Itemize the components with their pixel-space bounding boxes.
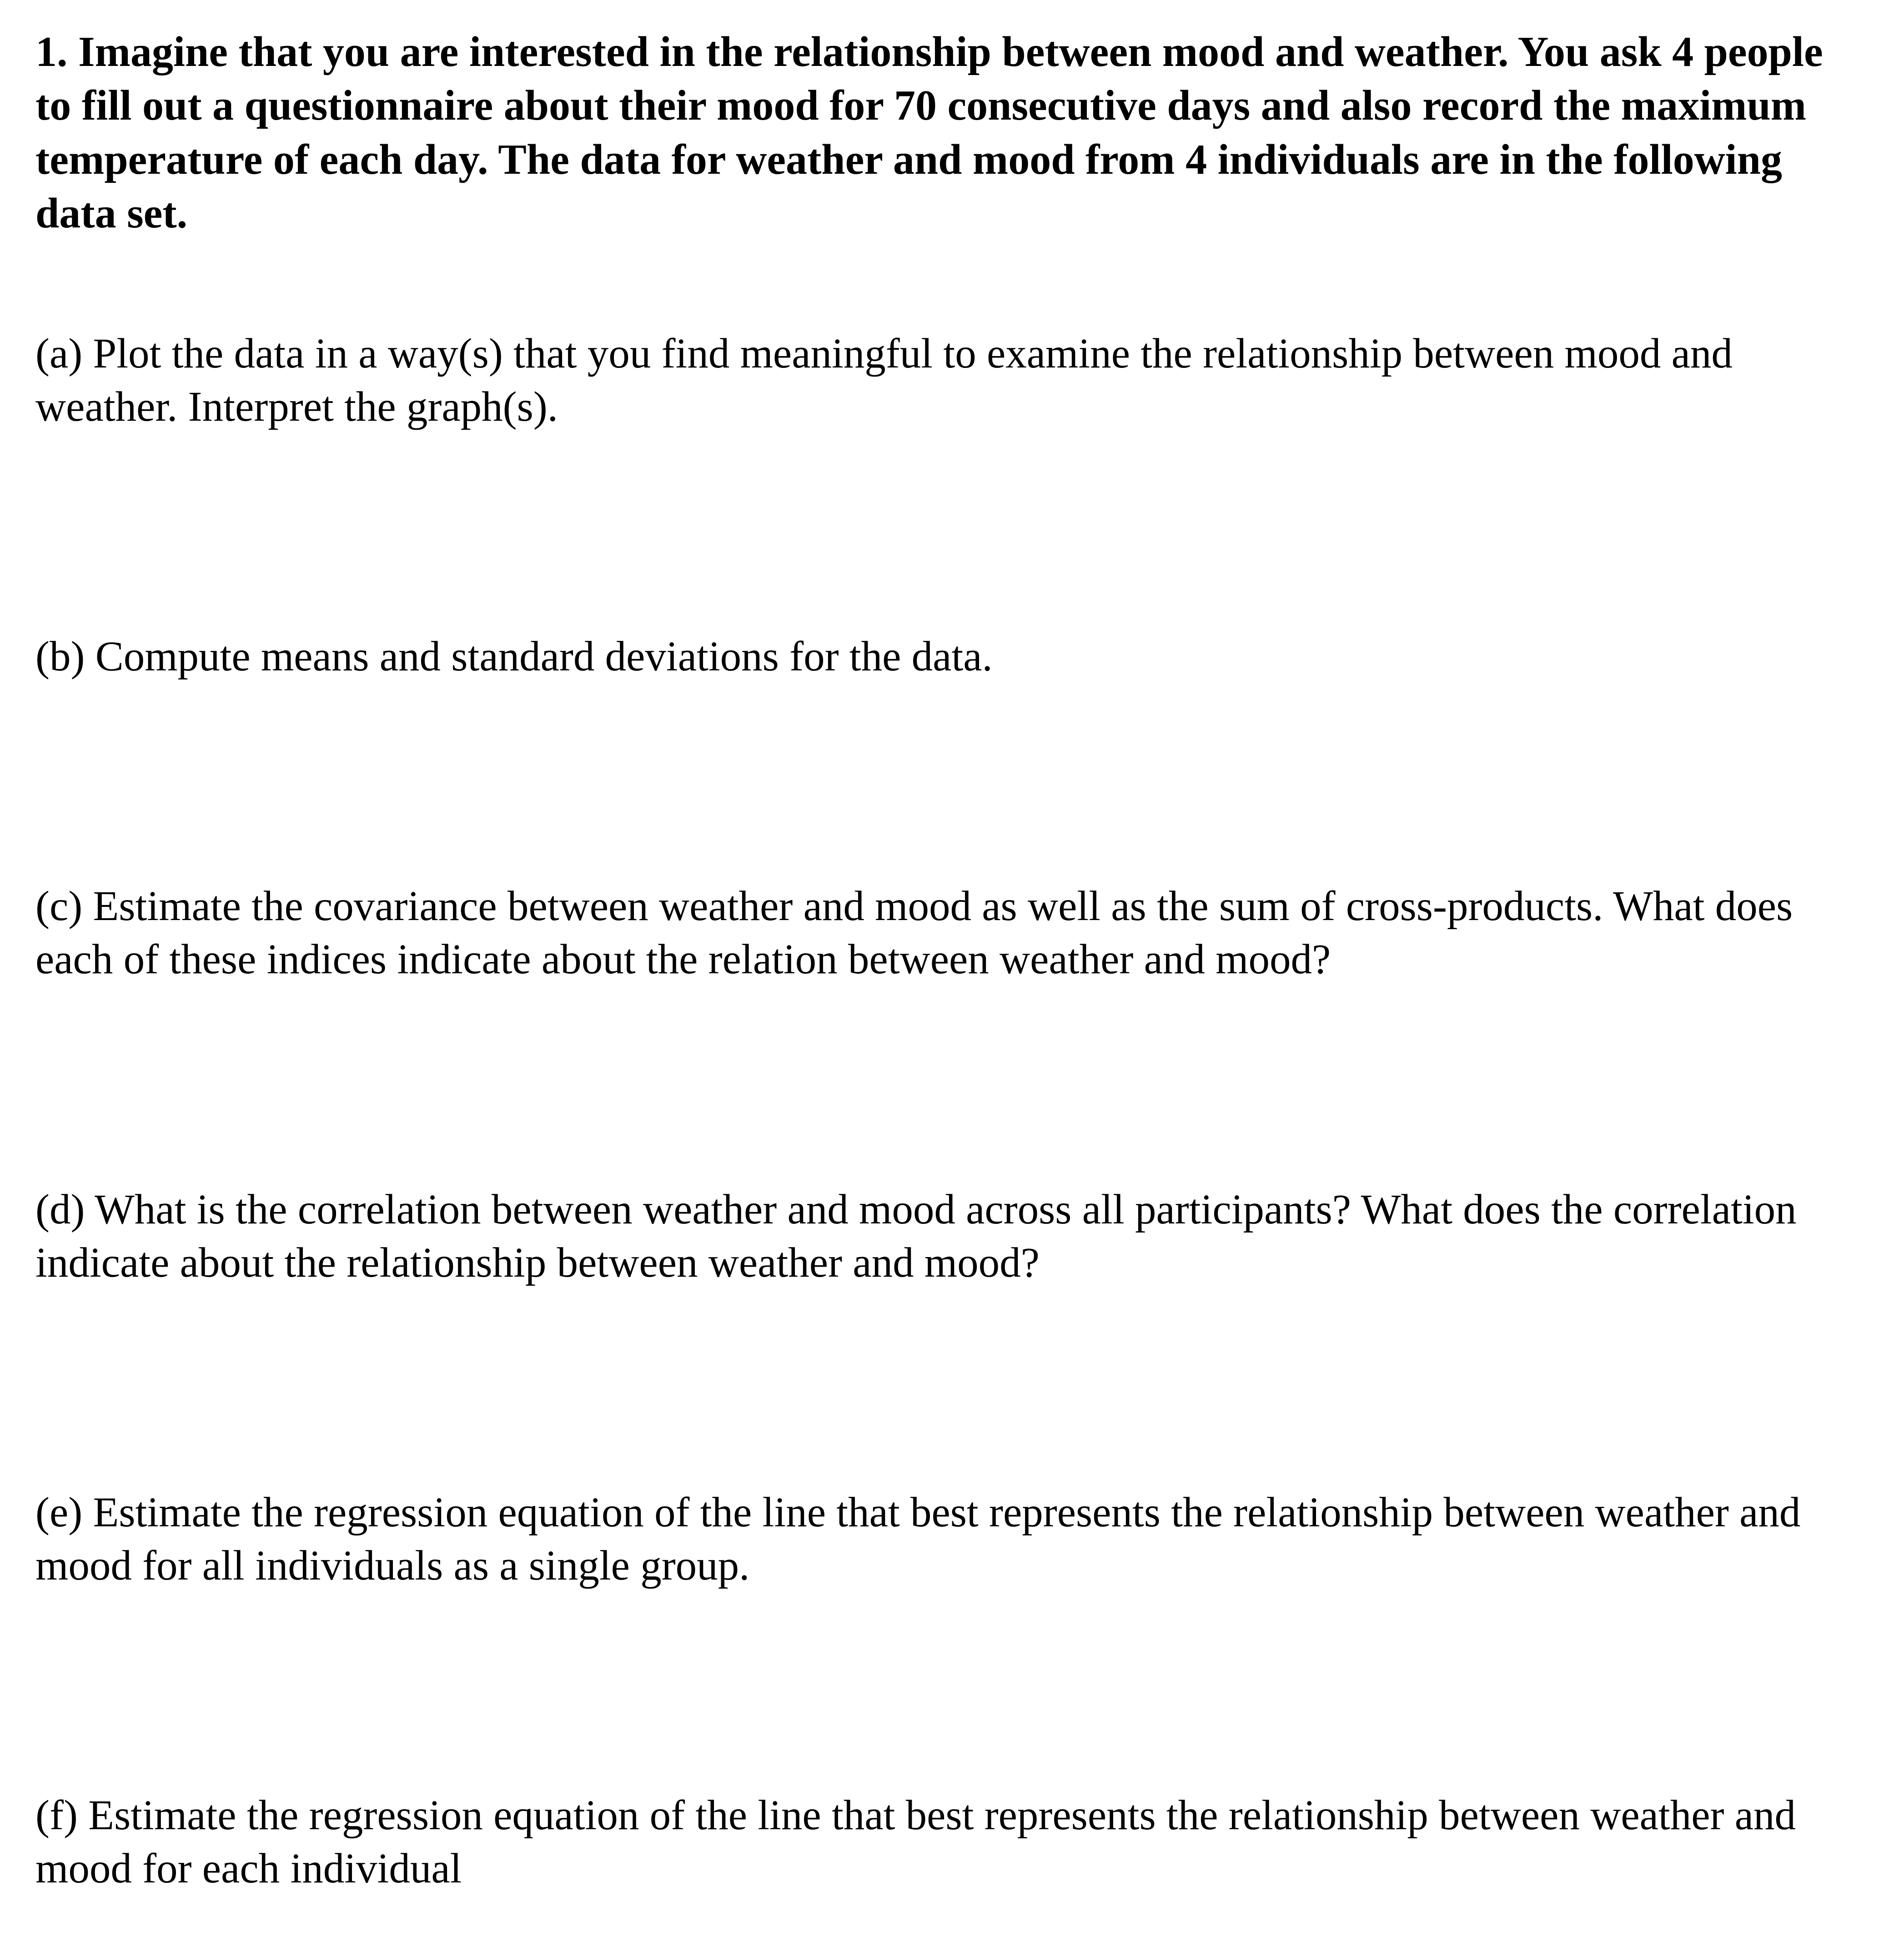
question-item-e: (e) Estimate the regression equation of the line that best represents the relationship between weather and mood for all individuals as a single group.: [35, 1489, 1801, 1590]
question-intro-paragraph: 1. Imagine that you are interested in the relationship between mood and weather. You ask 4 people to fill out a questionnaire about their mood for 70 consecutive days and also record the maximum temperature of each day. The data for weather and mood from 4 individuals are in the following data set.: [35, 28, 1823, 237]
question-item-f: (f) Estimate the regression equation of the line that best represents the relationship between weather and mood for each individual: [35, 1792, 1796, 1892]
question-item-c: (c) Estimate the covariance between weather and mood as well as the sum of cross-products. What does each of these indices indicate about the relation between weather and mood?: [35, 883, 1793, 983]
question-item-a: (a) Plot the data in a way(s) that you find meaningful to examine the relationship between mood and weather. Interpret the graph(s).: [35, 330, 1733, 430]
question-item-d: (d) What is the correlation between weather and mood across all participants? What does the correlation indicate about the relationship between weather and mood?: [35, 1186, 1797, 1286]
question-item-b: (b) Compute means and standard deviations for the data.: [35, 633, 993, 680]
